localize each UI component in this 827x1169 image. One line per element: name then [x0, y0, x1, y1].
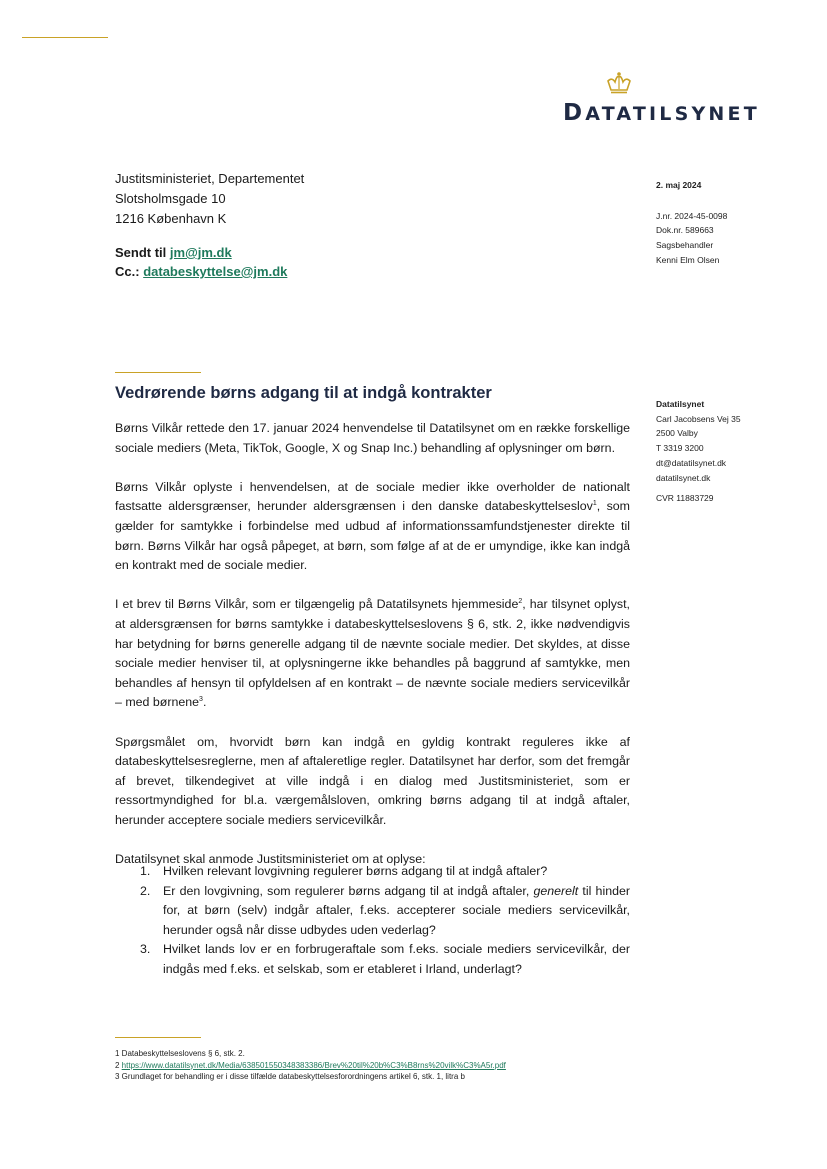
list-item: 2. Er den lovgivning, som regulerer børns adgang til at indgå aftaler, generelt til hinder for, at børn (selv) indgår aftaler, f.eks. accepterer sociale mediers servicevilkår, herunder også når disse udbydes uden vederlag? [140, 883, 630, 937]
recipient-line: Slotsholmsgade 10 [115, 191, 226, 206]
recipient-line: Justitsministeriet, Departementet [115, 171, 305, 186]
recipient-line: 1216 København K [115, 211, 227, 226]
footnote-link[interactable]: https://www.datatilsynet.dk/Media/638501550348383386/Brev%20til%20b%C3%B8rns%20vilk%C3%A5r.pdf [121, 1060, 506, 1070]
crown-icon [606, 71, 632, 95]
paragraph: Børns Vilkår oplyste i henvendelsen, at de sociale medier ikke overholder de nationalt fastsatte aldersgrænser, herunder aldersgrænsen i den danske databeskyttelseslov$^1$, som gælder for samtykke i forbindelse med udbud af informationssamfundstjenester direkte til børn. Børns Vilkår har også påpeget, at børn, som følge af at de er umyndige, ikke kan indgå en kontrakt med de sociale medier. [115, 479, 631, 573]
sender-city: 2500 Valby [656, 428, 698, 439]
paragraph: Spørgsmålet om, hvorvidt børn kan indgå en gyldig kontrakt reguleres ikke af databeskyttelsesreglerne, men af aftaleretlige regler. Datatilsynet har derfor, som det fremgår af brevet, tilkendegivet at ville indgå i en dialog med Justitsministeriet, som er ressortmyndighed for bl.a. værgemålsloven, omkring børns adgang til at indgå aftaler, herunder acceptere sociale mediers servicevilkår. [115, 734, 630, 827]
case-handler-name: Kenni Elm Olsen [656, 254, 720, 265]
subject-rule [115, 372, 201, 373]
sender-web: datatilsynet.dk [656, 472, 711, 483]
logo-wordmark: DATATILSYNET [563, 100, 760, 126]
top-rule [22, 37, 108, 38]
to-email-link[interactable]: jm@jm.dk [169, 245, 232, 260]
footnote-1: 1 Databeskyttelseslovens § 6, stk. 2. [115, 1049, 245, 1058]
footnotes [115, 1048, 506, 1083]
document-number: Dok.nr. 589663 [656, 225, 714, 236]
cc-email-link[interactable]: databeskyttelse@jm.dk [143, 264, 288, 279]
sender-email: dt@datatilsynet.dk [656, 457, 727, 468]
sender-name: Datatilsynet [656, 399, 705, 409]
recipient-address [115, 169, 304, 229]
footnote-3: 3 Grundlaget for behandling er i disse tilfælde databeskyttelsesforordningens artikel 6, stk. 1, litra b [115, 1072, 465, 1081]
question-list [115, 862, 630, 980]
journal-number: J.nr. 2024-45-0098 [656, 210, 728, 221]
footnote-rule [115, 1037, 201, 1038]
list-item: 3. Hvilket lands lov er en forbrugeraftale som f.eks. sociale mediers servicevilkår, der indgås med f.eks. et selskab, som er etableret i Irland, underlagt? [140, 942, 630, 976]
cc-label: Cc.: [115, 264, 140, 279]
footnote-ref: 2 [518, 598, 523, 606]
sent-block [115, 243, 287, 281]
footnote-2: 2 https://www.datatilsynet.dk/Media/638501550348383386/Brev%20til%20b%C3%B8rns%20vilk%C3%A5r.pdf [115, 1060, 506, 1070]
meta-block [656, 178, 727, 268]
sender-phone: T 3319 3200 [656, 443, 704, 454]
paragraph: Datatilsynet skal anmode Justitsministeriet om at oplyse: [115, 852, 426, 867]
letter-body [115, 419, 630, 870]
paragraph: Børns Vilkår rettede den 17. januar 2024 henvendelse til Datatilsynet om en række forskellige sociale mediers (Meta, TikTok, Google, X og Snap Inc.) behandling af oplysninger om børn. [115, 421, 630, 455]
sent-to-label: Sendt til [115, 245, 167, 260]
date: 2. maj 2024 [656, 180, 702, 190]
footnote-ref: 3 [199, 696, 203, 704]
footnote-ref: 1 [592, 500, 597, 508]
paragraph: I et brev til Børns Vilkår, som er tilgængelig på Datatilsynets hjemmeside$^2$, har tilsynet oplyst, at aldersgrænsen for børns samtykke i databeskyttelseslovens § 6, stk. 2, ikke nødvendigvis har betydning for børns generelle adgang til de nævnte sociale medier. Det skyldes, at disse sociale medier henviser til, at oplysningerne ikke behandles på baggrund af samtykke, men behandles af hensyn til opfyldelsen af en kontrakt – de nævnte sociale mediers servicevilkår – med børnene$^3$. [115, 597, 630, 710]
case-handler-label: Sagsbehandler [656, 240, 714, 251]
sender-cvr: CVR 11883729 [656, 493, 714, 504]
list-item: 1. Hvilken relevant lovgivning regulerer børns adgang til at indgå aftaler? [140, 864, 548, 878]
sender-street: Carl Jacobsens Vej 35 [656, 413, 741, 424]
sender-block [656, 397, 741, 506]
letter-subject: Vedrørende børns adgang til at indgå kontrakter [115, 384, 492, 402]
